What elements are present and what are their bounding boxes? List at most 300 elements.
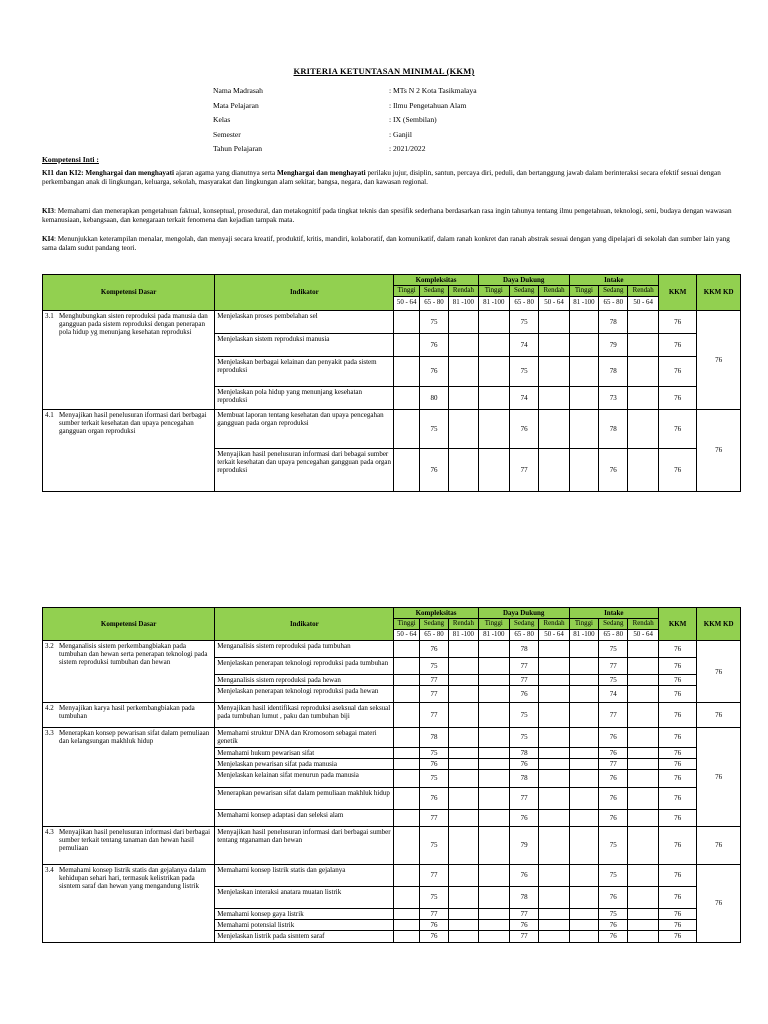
empty-cell — [478, 747, 509, 758]
empty-cell — [569, 334, 598, 357]
kkm-value: 76 — [658, 865, 696, 887]
daya-dukung-sedang: 76 — [509, 810, 538, 827]
info-value: : Ganjil — [389, 129, 412, 139]
empty-cell — [394, 703, 419, 728]
info-label: Mata Pelajaran — [213, 100, 259, 110]
kompleksitas-sedang: 75 — [419, 747, 448, 758]
header-range: 65 - 80 — [509, 630, 538, 641]
kd-text: Menganalisis sistem perkembangbiakan pada tumbuhan dan hewan serta penerapan teknologi pada sistem reproduksi tumbuhan dan hewan — [59, 642, 208, 667]
table-row — [43, 865, 741, 887]
kd-text: Menghubungkan sisten reproduksi pada manusia dan gangguan pada sistem reproduksi dengan penerapan pola hidup yg menunjang kesehatan reproduksi — [59, 312, 208, 337]
header-kkm-kd: KKM KD — [697, 608, 741, 641]
indikator-cell: Menjelaskan kelainan sifat menurun pada manusia — [215, 770, 394, 788]
empty-cell — [449, 675, 478, 686]
table-row — [43, 641, 741, 658]
intake-sedang: 75 — [599, 865, 628, 887]
info-row — [213, 142, 533, 157]
empty-cell — [449, 920, 478, 931]
empty-cell — [478, 449, 509, 492]
intake-sedang: 75 — [599, 909, 628, 920]
kompleksitas-sedang: 76 — [419, 758, 448, 769]
info-value: : Ilmu Pengetahuan Alam — [389, 100, 467, 110]
header-intake: Intake — [569, 275, 658, 286]
indikator-cell: Memahami potensial listrik — [215, 920, 394, 931]
header-level: Sedang — [419, 619, 448, 630]
daya-dukung-sedang: 76 — [509, 865, 538, 887]
indikator-cell: Memahami konsep adaptasi dan seleksi alam — [215, 810, 394, 827]
kompleksitas-sedang: 77 — [419, 675, 448, 686]
indikator-cell: Menganalisis sistem reproduksi pada hewan — [215, 675, 394, 686]
empty-cell — [628, 728, 658, 747]
empty-cell — [478, 675, 509, 686]
indikator-cell: Memahami struktur DNA dan Kromosom sebagai materi genetik — [215, 728, 394, 747]
empty-cell — [478, 641, 509, 658]
empty-cell — [394, 410, 419, 449]
empty-cell — [539, 728, 569, 747]
kkm-kd-value: 76 — [697, 641, 741, 703]
empty-cell — [539, 931, 569, 942]
empty-cell — [449, 334, 478, 357]
empty-cell — [478, 810, 509, 827]
empty-cell — [569, 728, 598, 747]
intake-sedang: 76 — [599, 810, 628, 827]
kkm-value: 76 — [658, 728, 696, 747]
info-label: Semester — [213, 129, 241, 139]
empty-cell — [569, 387, 598, 410]
ki3-text: : Memahami dan menerapkan pengetahuan faktual, konseptual, prosedural, dan metakognitif pada tingkat teknis dan spesifik sederhana berdasarkan rasa ingin tahunya tentang ilmu pengetahuan, teknologi, seni, budaya dengan wawasan kemanusiaan, kebangsaan, dan kenegaraan terkait fenomena dan kejadian tampak mata. — [42, 207, 732, 225]
info-label: Kelas — [213, 115, 231, 125]
empty-cell — [569, 887, 598, 909]
kkm-value: 76 — [658, 410, 696, 449]
kkm-kd-value: 76 — [697, 728, 741, 827]
empty-cell — [539, 703, 569, 728]
kkm-value: 76 — [658, 686, 696, 703]
empty-cell — [449, 931, 478, 942]
kd-number: 4.2 — [45, 704, 54, 713]
kompleksitas-sedang: 75 — [419, 770, 448, 788]
empty-cell — [569, 788, 598, 810]
kompleksitas-sedang: 78 — [419, 728, 448, 747]
kd-number: 3.4 — [45, 866, 54, 875]
header-level: Tinggi — [394, 286, 419, 297]
header-range: 65 - 80 — [599, 297, 628, 311]
header-range: 81 -100 — [449, 630, 478, 641]
ki-heading: Kompetensi Inti : — [42, 155, 99, 164]
empty-cell — [569, 658, 598, 675]
intake-sedang: 75 — [599, 827, 628, 865]
empty-cell — [478, 931, 509, 942]
kkm-value: 76 — [658, 827, 696, 865]
kd-number: 4.1 — [45, 411, 54, 419]
intake-sedang: 77 — [599, 703, 628, 728]
indikator-cell: Menyajikan hasil identifikasi reproduksi aseksual dan seksual pada tumbuhan lumut , paku dan tumbuhan biji — [215, 703, 394, 728]
header-range: 50 - 64 — [628, 297, 658, 311]
kompleksitas-sedang: 77 — [419, 686, 448, 703]
header-range: 50 - 64 — [539, 630, 569, 641]
kompleksitas-sedang: 75 — [419, 410, 448, 449]
empty-cell — [478, 887, 509, 909]
empty-cell — [569, 686, 598, 703]
kompleksitas-sedang: 75 — [419, 658, 448, 675]
info-value: : 2021/2022 — [389, 144, 426, 154]
empty-cell — [449, 686, 478, 703]
info-row — [213, 99, 533, 114]
empty-cell — [449, 788, 478, 810]
ki12-lead: KI1 dan KI2: Menghargai dan menghayati — [42, 169, 174, 177]
empty-cell — [478, 658, 509, 675]
empty-cell — [394, 865, 419, 887]
daya-dukung-sedang: 78 — [509, 747, 538, 758]
header-level: Sedang — [509, 619, 538, 630]
header-range: 65 - 80 — [509, 297, 538, 311]
intake-sedang: 74 — [599, 686, 628, 703]
daya-dukung-sedang: 76 — [509, 920, 538, 931]
intake-sedang: 79 — [599, 334, 628, 357]
indikator-cell: Memahami konsep listrik statis dan gejalanya — [215, 865, 394, 887]
header-indikator: Indikator — [215, 275, 394, 311]
empty-cell — [628, 865, 658, 887]
empty-cell — [628, 387, 658, 410]
kkm-value: 76 — [658, 758, 696, 769]
kkm-value: 76 — [658, 909, 696, 920]
daya-dukung-sedang: 74 — [509, 387, 538, 410]
header-range: 50 - 64 — [628, 630, 658, 641]
kompleksitas-sedang: 75 — [419, 827, 448, 865]
intake-sedang: 76 — [599, 788, 628, 810]
empty-cell — [394, 686, 419, 703]
ki12-mid: Menghargai dan menghayati — [276, 169, 366, 177]
kkm-value: 76 — [658, 357, 696, 387]
kkm-kd-value: 76 — [697, 410, 741, 492]
empty-cell — [569, 810, 598, 827]
daya-dukung-sedang: 74 — [509, 334, 538, 357]
daya-dukung-sedang: 77 — [509, 788, 538, 810]
indikator-cell: Menyajikan hasil penelusuran informasi dari berbagai sumber tentang ntganaman dan hewan — [215, 827, 394, 865]
header-range: 65 - 80 — [599, 630, 628, 641]
kompleksitas-sedang: 77 — [419, 703, 448, 728]
kompleksitas-sedang: 80 — [419, 387, 448, 410]
empty-cell — [569, 909, 598, 920]
daya-dukung-sedang: 75 — [509, 703, 538, 728]
empty-cell — [628, 810, 658, 827]
info-row — [213, 128, 533, 143]
kd-text: Menyajikan karya hasil perkembangbiakan pada tumbuhan — [59, 704, 195, 721]
intake-sedang: 78 — [599, 410, 628, 449]
kompleksitas-sedang: 76 — [419, 449, 448, 492]
kompetensi-dasar-cell — [43, 641, 215, 703]
header-range: 65 - 80 — [419, 297, 448, 311]
kompleksitas-sedang: 77 — [419, 865, 448, 887]
kompleksitas-sedang: 76 — [419, 788, 448, 810]
info-label: Nama Madrasah — [213, 86, 263, 95]
indikator-cell: Menjelaskan proses pembelahan sel — [215, 311, 394, 334]
empty-cell — [449, 810, 478, 827]
header-range: 50 - 64 — [394, 630, 419, 641]
intake-sedang: 78 — [599, 357, 628, 387]
empty-cell — [569, 449, 598, 492]
kkm-value: 76 — [658, 334, 696, 357]
empty-cell — [478, 357, 509, 387]
empty-cell — [539, 357, 569, 387]
ki3-lead: KI3 — [42, 207, 54, 215]
indikator-cell: Menyajikan hasil penelusuran informasi dari bebagai sumber terkait kesehatan dan upaya pencegahan gangguan pada organ reproduksi — [215, 449, 394, 492]
daya-dukung-sedang: 75 — [509, 357, 538, 387]
kompetensi-dasar-cell — [43, 703, 215, 728]
header-range: 81 -100 — [478, 630, 509, 641]
empty-cell — [628, 909, 658, 920]
ki12-text-2: perilaku jujur, disiplin, santun, percaya diri, peduli, dan bertanggung jawab dalam berinteraksi secara efektif sesuai dengan perkembangan anak di lingkungan, keluarga, sekolah, masyarakat dan lingkungan alam sekitar, bangsa, negara, dan kawasan regional. — [42, 169, 721, 187]
school-info — [213, 84, 533, 157]
kd-text: Menyajikan hasil penelusuran iformasi dari berbagai sumber terkait kesehatan dan upaya pencegahan gangguan organ reproduksi — [59, 411, 207, 436]
empty-cell — [539, 334, 569, 357]
empty-cell — [539, 449, 569, 492]
daya-dukung-sedang: 77 — [509, 931, 538, 942]
kkm-table-2 — [42, 607, 741, 943]
kkm-kd-value: 76 — [697, 703, 741, 728]
info-value: : IX (Sembilan) — [389, 115, 437, 125]
intake-sedang: 76 — [599, 770, 628, 788]
empty-cell — [449, 357, 478, 387]
indikator-cell: Menjelaskan penerapan teknologi reproduksi pada hewan — [215, 686, 394, 703]
indikator-cell: Memahami hukum pewarisan sifat — [215, 747, 394, 758]
intake-sedang: 78 — [599, 311, 628, 334]
empty-cell — [539, 770, 569, 788]
empty-cell — [449, 703, 478, 728]
empty-cell — [569, 758, 598, 769]
empty-cell — [628, 311, 658, 334]
indikator-cell: Menganalisis sistem reproduksi pada tumbuhan — [215, 641, 394, 658]
indikator-cell: Menjelaskan listrik pada sisntem saraf — [215, 931, 394, 942]
header-kkm: KKM — [658, 608, 696, 641]
intake-sedang: 76 — [599, 728, 628, 747]
indikator-cell: Menjelaskan penerapan teknologi reproduksi pada tumbuhan — [215, 658, 394, 675]
intake-sedang: 76 — [599, 747, 628, 758]
kkm-value: 76 — [658, 703, 696, 728]
kd-text: Memahami konsep listrik statis dan gejalanya dalam kehidupan sehari hari, termasuk kelistrikan pada sisntem saraf dan hewan yang mengandung listrik — [59, 866, 206, 891]
empty-cell — [539, 387, 569, 410]
empty-cell — [569, 931, 598, 942]
empty-cell — [449, 641, 478, 658]
header-daya-dukung: Daya Dukung — [478, 608, 569, 619]
empty-cell — [394, 770, 419, 788]
empty-cell — [628, 641, 658, 658]
empty-cell — [394, 931, 419, 942]
empty-cell — [449, 449, 478, 492]
daya-dukung-sedang: 76 — [509, 410, 538, 449]
header-range: 81 -100 — [449, 297, 478, 311]
kkm-value: 76 — [658, 641, 696, 658]
kkm-value: 76 — [658, 770, 696, 788]
kkm-value: 76 — [658, 747, 696, 758]
empty-cell — [394, 641, 419, 658]
header-level: Tinggi — [478, 286, 509, 297]
kompleksitas-sedang: 77 — [419, 810, 448, 827]
empty-cell — [394, 909, 419, 920]
indikator-cell: Membuat laporan tentang kesehatan dan upaya pencegahan gangguan pada organ reproduksi — [215, 410, 394, 449]
empty-cell — [539, 311, 569, 334]
empty-cell — [539, 827, 569, 865]
daya-dukung-sedang: 78 — [509, 887, 538, 909]
empty-cell — [539, 920, 569, 931]
empty-cell — [394, 827, 419, 865]
empty-cell — [539, 865, 569, 887]
kd-number: 3.3 — [45, 729, 54, 738]
ki3-paragraph — [42, 207, 742, 225]
kompleksitas-sedang: 77 — [419, 909, 448, 920]
header-kompleksitas: Kompleksitas — [394, 608, 478, 619]
empty-cell — [628, 675, 658, 686]
kkm-value: 76 — [658, 931, 696, 942]
empty-cell — [478, 788, 509, 810]
empty-cell — [394, 449, 419, 492]
header-range: 81 -100 — [569, 297, 598, 311]
table-row — [43, 410, 741, 449]
kompetensi-dasar-cell — [43, 728, 215, 827]
empty-cell — [628, 357, 658, 387]
table-row — [43, 728, 741, 747]
empty-cell — [449, 728, 478, 747]
header-indikator: Indikator — [215, 608, 394, 641]
empty-cell — [628, 788, 658, 810]
empty-cell — [628, 686, 658, 703]
info-value: : MTs N 2 Kota Tasikmalaya — [389, 86, 477, 95]
header-level: Rendah — [628, 286, 658, 297]
indikator-cell: Menjelaskan berbagai kelainan dan penyakit pada sistem reproduksi — [215, 357, 394, 387]
daya-dukung-sedang: 77 — [509, 449, 538, 492]
header-level: Tinggi — [394, 619, 419, 630]
header-kkm-kd: KKM KD — [697, 275, 741, 311]
intake-sedang: 75 — [599, 641, 628, 658]
empty-cell — [539, 675, 569, 686]
indikator-cell: Menjelaskan sistem reproduksi manusia — [215, 334, 394, 357]
document-title: KRITERIA KETUNTASAN MINIMAL (KKM) — [293, 66, 475, 76]
kd-number: 4.3 — [45, 828, 54, 837]
empty-cell — [628, 703, 658, 728]
empty-cell — [628, 449, 658, 492]
daya-dukung-sedang: 75 — [509, 311, 538, 334]
empty-cell — [394, 311, 419, 334]
empty-cell — [569, 641, 598, 658]
intake-sedang: 75 — [599, 675, 628, 686]
empty-cell — [539, 658, 569, 675]
header-level: Rendah — [449, 286, 478, 297]
empty-cell — [539, 410, 569, 449]
indikator-cell: Menjelaskan pola hidup yang menunjang kesehatan reproduksi — [215, 387, 394, 410]
empty-cell — [394, 810, 419, 827]
empty-cell — [628, 827, 658, 865]
kkm-value: 76 — [658, 387, 696, 410]
empty-cell — [569, 827, 598, 865]
empty-cell — [449, 658, 478, 675]
empty-cell — [394, 658, 419, 675]
kkm-kd-value: 76 — [697, 311, 741, 410]
empty-cell — [628, 920, 658, 931]
header-range: 50 - 64 — [539, 297, 569, 311]
intake-sedang: 76 — [599, 887, 628, 909]
empty-cell — [569, 675, 598, 686]
header-level: Sedang — [419, 286, 448, 297]
ki4-lead: KI4 — [42, 235, 54, 243]
table-row — [43, 703, 741, 728]
header-level: Rendah — [539, 619, 569, 630]
ki12-text-1: ajaran agama yang dianutnya serta — [174, 169, 277, 177]
kkm-value: 76 — [658, 788, 696, 810]
empty-cell — [478, 410, 509, 449]
header-level: Sedang — [509, 286, 538, 297]
intake-sedang: 77 — [599, 658, 628, 675]
header-level: Sedang — [599, 286, 628, 297]
kompleksitas-sedang: 76 — [419, 357, 448, 387]
daya-dukung-sedang: 75 — [509, 728, 538, 747]
indikator-cell: Menjelaskan interaksi anatara muatan listrik — [215, 887, 394, 909]
empty-cell — [569, 410, 598, 449]
kompleksitas-sedang: 76 — [419, 641, 448, 658]
empty-cell — [539, 686, 569, 703]
indikator-cell: Memahami konsep gaya listrik — [215, 909, 394, 920]
ki4-paragraph — [42, 235, 742, 253]
empty-cell — [539, 641, 569, 658]
empty-cell — [628, 658, 658, 675]
empty-cell — [569, 703, 598, 728]
header-level: Tinggi — [478, 619, 509, 630]
intake-sedang: 76 — [599, 920, 628, 931]
empty-cell — [394, 758, 419, 769]
daya-dukung-sedang: 76 — [509, 758, 538, 769]
kompetensi-dasar-cell — [43, 410, 215, 492]
empty-cell — [478, 387, 509, 410]
kompleksitas-sedang: 76 — [419, 920, 448, 931]
empty-cell — [394, 887, 419, 909]
header-level: Rendah — [539, 286, 569, 297]
empty-cell — [569, 747, 598, 758]
empty-cell — [394, 747, 419, 758]
kompleksitas-sedang: 76 — [419, 334, 448, 357]
header-level: Tinggi — [569, 286, 598, 297]
empty-cell — [478, 311, 509, 334]
daya-dukung-sedang: 76 — [509, 686, 538, 703]
empty-cell — [478, 686, 509, 703]
kkm-kd-value: 76 — [697, 827, 741, 865]
empty-cell — [569, 311, 598, 334]
empty-cell — [394, 920, 419, 931]
header-range: 81 -100 — [569, 630, 598, 641]
empty-cell — [569, 770, 598, 788]
header-daya-dukung: Daya Dukung — [478, 275, 569, 286]
empty-cell — [478, 827, 509, 865]
kkm-value: 76 — [658, 810, 696, 827]
header-level: Rendah — [449, 619, 478, 630]
kkm-value: 76 — [658, 887, 696, 909]
empty-cell — [394, 675, 419, 686]
kkm-kd-value: 76 — [697, 865, 741, 943]
empty-cell — [539, 747, 569, 758]
empty-cell — [478, 758, 509, 769]
empty-cell — [539, 810, 569, 827]
empty-cell — [394, 728, 419, 747]
empty-cell — [449, 909, 478, 920]
empty-cell — [628, 758, 658, 769]
kd-number: 3.2 — [45, 642, 54, 650]
empty-cell — [539, 887, 569, 909]
empty-cell — [478, 770, 509, 788]
empty-cell — [394, 387, 419, 410]
empty-cell — [569, 865, 598, 887]
daya-dukung-sedang: 78 — [509, 641, 538, 658]
daya-dukung-sedang: 78 — [509, 770, 538, 788]
empty-cell — [628, 334, 658, 357]
intake-sedang: 77 — [599, 758, 628, 769]
header-level: Sedang — [599, 619, 628, 630]
